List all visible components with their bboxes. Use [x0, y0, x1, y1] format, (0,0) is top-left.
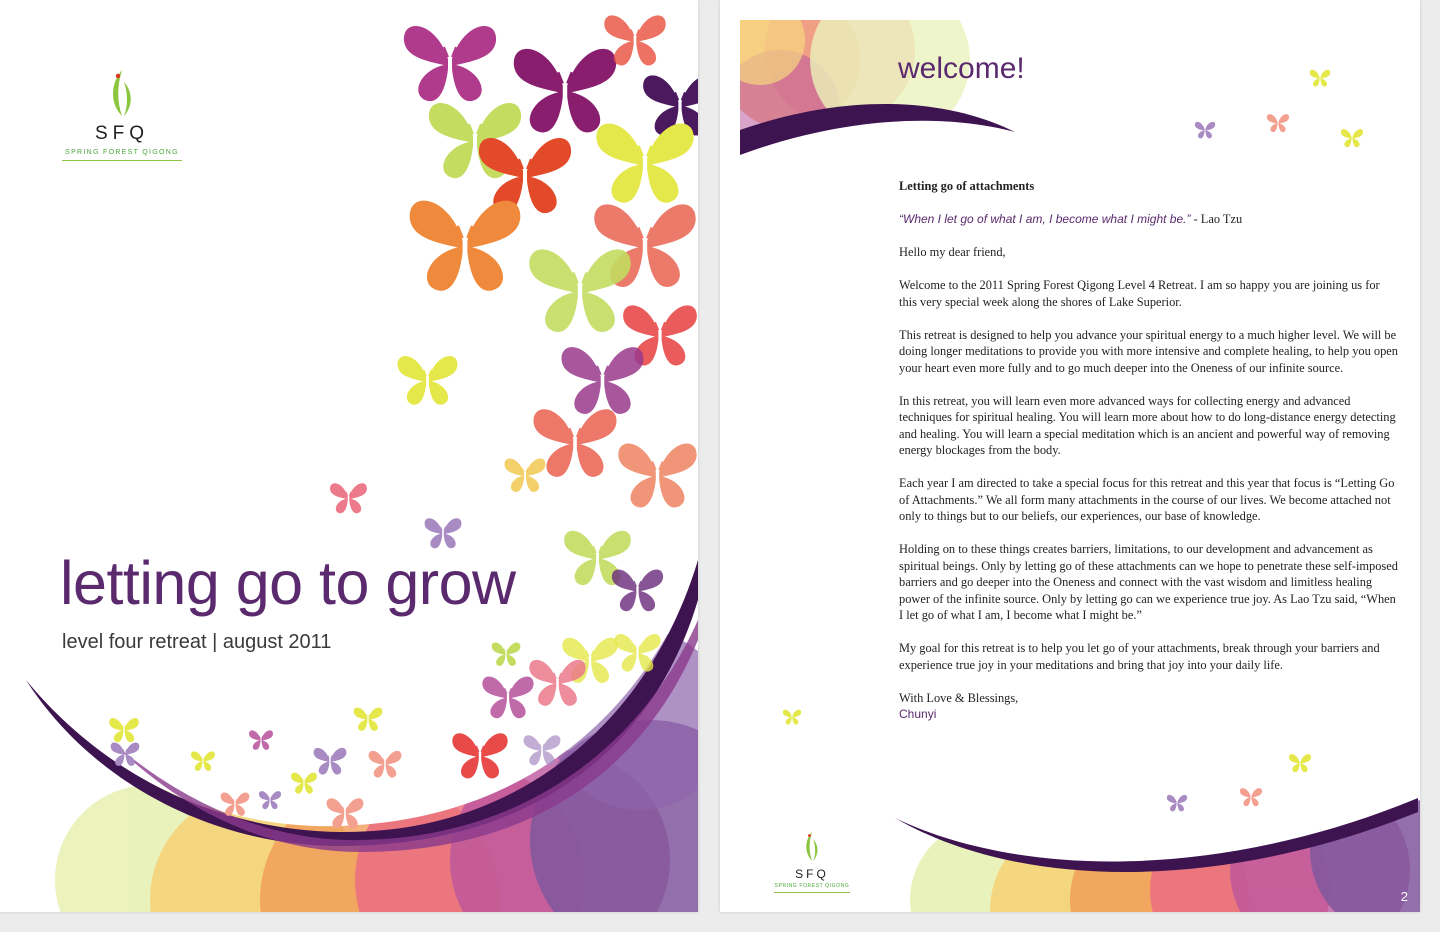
letter-body [899, 178, 1399, 723]
signature: Chunyi [899, 707, 937, 721]
cover-logo [62, 64, 182, 161]
page-number: 2 [1400, 889, 1408, 904]
logo-mark: SFQ [795, 867, 829, 881]
letter-logo [774, 828, 850, 893]
leaf-logo-icon [107, 64, 137, 118]
paragraph: In this retreat, you will learn even more advanced ways for collecting energy and advanced techniques for spiritual healing. You will learn more about how to do long-distance energy detecting and healing. You will learn a special meditation which is an ancient and powerful way of removing energy blockages from the body. [899, 393, 1396, 457]
welcome-heading: welcome! [898, 52, 1025, 85]
paragraph: Welcome to the 2011 Spring Forest Qigong Level 4 Retreat. I am so happy you are joining us for this very special week along the shores of Lake Superior. [899, 278, 1380, 309]
paragraph: This retreat is designed to help you advance your spiritual energy to a much higher level. We will be doing longer meditations to provide you with more intensive and complete healing, to help you open your heart even more fully and to go much deeper into the Oneness of our infinite source. [899, 327, 1398, 375]
letter-page [720, 0, 1420, 912]
paragraph: Each year I am directed to take a special focus for this retreat and this year that focus is “Letting Go of Attachments.” We all form many attachments in the course of our lives. We become attached not only to things but to our beliefs, our experiences, our base of knowledge. [899, 476, 1395, 523]
logo-name: SPRING FOREST QIGONG [62, 149, 182, 161]
cover-page [0, 0, 698, 912]
logo-mark: SFQ [94, 123, 150, 144]
quote-author: - Lao Tzu [1190, 212, 1243, 226]
paragraph: My goal for this retreat is to help you let go of your attachments, break through your barriers and experience true joy in your meditations and bring that joy into your daily life. [899, 641, 1380, 672]
closing: With Love & Blessings, [899, 690, 1019, 705]
paragraph: Holding on to these things creates barriers, limitations, to our development and advancement as spiritual beings. Only by letting go of these attachments can we hope to penetrate these self-imposed barriers and go deeper into the Oneness and connect with the vast wisdom and limitless healing power of the infinite source. Only by letting go can we experience true joy. As Lao Tzu said, “When I let go of what I am, I become what I might be.” [899, 542, 1398, 622]
leaf-logo-icon [802, 828, 822, 862]
letter-title: Letting go of attachments [899, 179, 1035, 193]
cover-subtitle: level four retreat | august 2011 [62, 631, 332, 653]
cover-title: letting go to grow [60, 549, 516, 617]
logo-name: SPRING FOREST QIGONG [774, 883, 850, 893]
quote-line [899, 211, 1399, 228]
greeting: Hello my dear friend, [899, 245, 1006, 259]
quote-text: “When I let go of what I am, I become what I might be.” [899, 212, 1191, 226]
